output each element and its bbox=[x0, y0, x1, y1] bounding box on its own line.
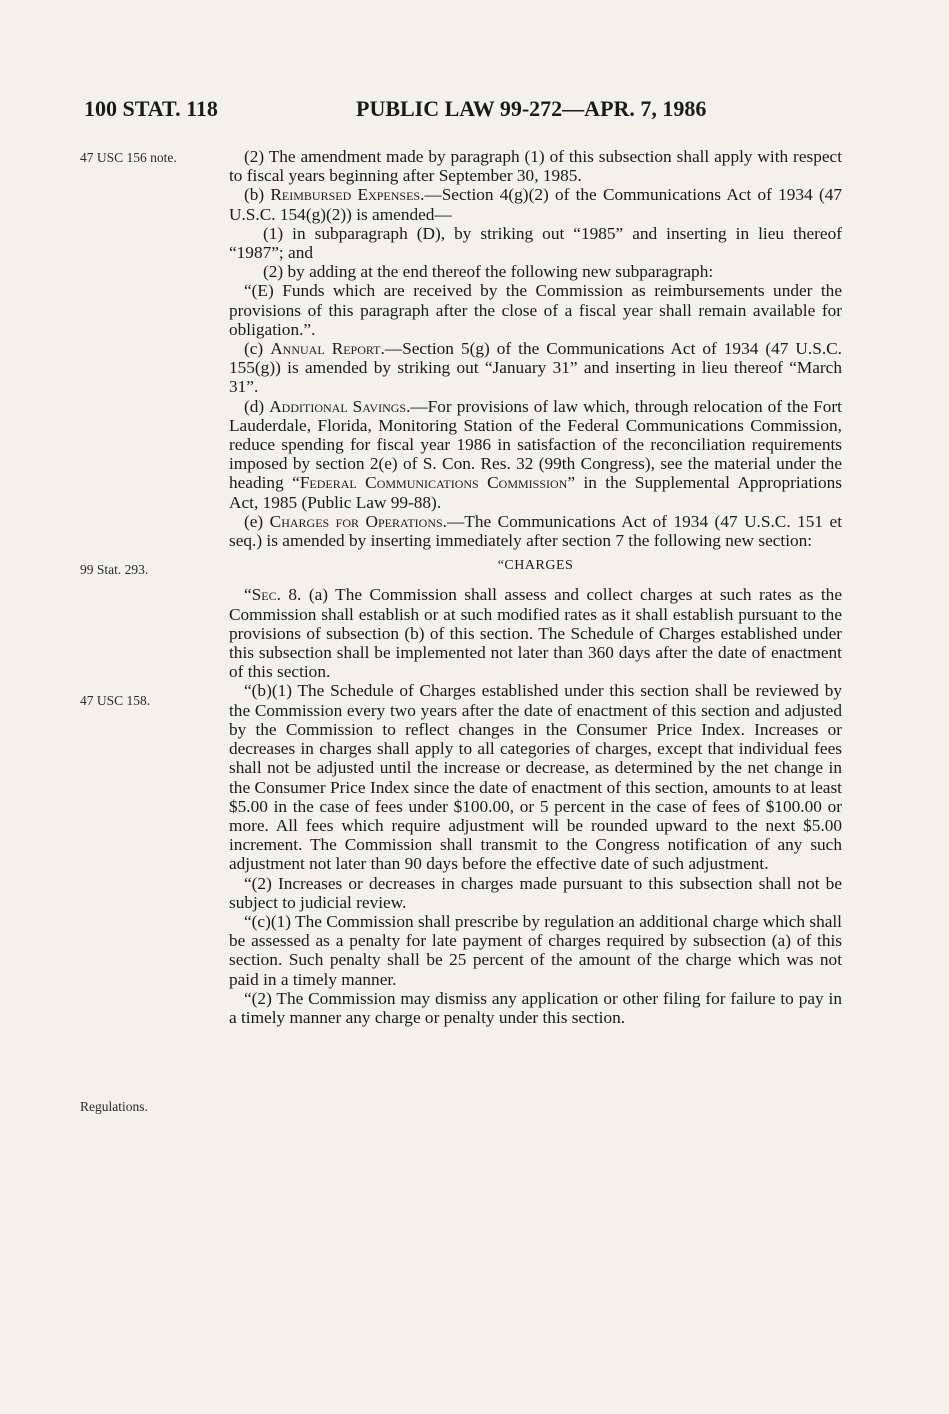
subsection-text: .—For provisions of law which, through relocation of the Fort Lauderdale, Florida, Monitoring Station of the Federal Communications Commission, reduce spending for fiscal year 1986 in satisfaction of the reconciliation requirements imposed by section 2(e) of S. Con. Res. 32 (99th Congress), see the material under the heading “ bbox=[229, 396, 842, 493]
section-text: . 8. (a) The Commission shall assess and collect charges at such rates as the Commission shall establish or at such modified rates as it shall establish pursuant to the provisions of subsection (b) of this section. The Schedule of Charges established under this subsection shall be implemented not later than 360 days after the date of enactment of this section. bbox=[229, 585, 842, 682]
statute-page-number: 100 STAT. 118 bbox=[84, 96, 218, 121]
paragraph-subparagraph-d: (1) in subparagraph (D), by striking out “1985” and inserting in lieu thereof “1987”; and bbox=[229, 223, 842, 263]
paragraph-section-8b2: “(2) Increases or decreases in charges made pursuant to this subsection shall not be subject to judicial review. bbox=[229, 873, 842, 912]
subsection-label: (c) bbox=[244, 339, 271, 359]
subsection-text: .—The Communications Act of 1934 (47 U.S.C. 151 et seq.) is amended by inserting immediately after section 7 the following new section: bbox=[229, 511, 842, 551]
paragraph-amendment-applicability: (2) The amendment made by paragraph (1) of this subsection shall apply with respect to fiscal years beginning after September 30, 1985. bbox=[229, 147, 842, 186]
subsection-text-end: ” in the Supplemental Appropriations Act, 1985 (Public Law 99-88). bbox=[229, 473, 842, 512]
section-label: Sec bbox=[251, 585, 277, 605]
paragraph-section-8b1: “(b)(1) The Schedule of Charges established under this section shall be reviewed by the Commission every two years after the date of enactment of this section and adjusted by the Commission to reflect changes in the Consumer Price Index. Increases or decreases in charges shall apply to all categories of charges, except that individual fees shall not be adjusted until the increase or decrease, as determined by the net change in the Consumer Price Index since the date of enactment of this section, amounts to at least $5.00 in the case of fees under $100.00, or 5 percent in the case of fees of $100.00 or more. All fees which require adjustment will be rounded upward to the next $5.00 increment. The Commission shall transmit to the Congress notification of any such adjustment not later than 90 days before the effective date of such adjustment. bbox=[229, 681, 842, 874]
subsection-label: (b) bbox=[244, 185, 271, 205]
paragraph-charges-for-operations bbox=[229, 512, 842, 550]
paragraph-section-8a bbox=[229, 585, 842, 681]
margin-note-usc-156: 47 USC 156 note. bbox=[80, 150, 177, 165]
subsection-heading: Additional Savings bbox=[269, 396, 407, 416]
section-heading-charges: “CHARGES bbox=[497, 558, 574, 574]
statute-body bbox=[229, 147, 842, 1027]
subsection-heading: Charges for Operations bbox=[269, 511, 443, 531]
paragraph-subparagraph-e: “(E) Funds which are received by the Commission as reimbursements under the provisions of this paragraph after the close of a fiscal year shall remain available for obligation.”. bbox=[229, 281, 842, 339]
subsection-label: (d) bbox=[244, 396, 270, 416]
page-header bbox=[84, 96, 844, 130]
subsection-heading: Reimbursed Expenses bbox=[270, 185, 421, 205]
paragraph-additional-savings bbox=[229, 397, 842, 512]
subsection-text: .—Section 5(g) of the Communications Act of 1934 (47 U.S.C. 155(g)) is amended by striking out “January 31” and inserting in lieu thereof “March 31”. bbox=[229, 339, 842, 397]
quote-mark: “ bbox=[244, 585, 252, 605]
paragraph-adding-subparagraph: (2) by adding at the end thereof the following new subparagraph: bbox=[263, 262, 714, 282]
subsection-heading: Annual Report bbox=[270, 339, 381, 359]
margin-note-stat-293: 99 Stat. 293. bbox=[80, 562, 149, 577]
law-title: PUBLIC LAW 99-272—APR. 7, 1986 bbox=[356, 96, 707, 121]
margin-note-usc-158: 47 USC 158. bbox=[80, 693, 151, 708]
margin-note-regulations: Regulations. bbox=[80, 1099, 148, 1114]
appropriations-heading: Federal Communications Commission bbox=[299, 473, 568, 493]
paragraph-section-8c1: “(c)(1) The Commission shall prescribe by regulation an additional charge which shall be assessed as a penalty for late payment of charges required by subsection (a) of this section. Such penalty shall be 25 percent of the amount of the charge which was not paid in a timely manner. bbox=[229, 911, 842, 989]
paragraph-reimbursed-expenses bbox=[229, 185, 842, 223]
paragraph-section-8c2: “(2) The Commission may dismiss any application or other filing for failure to pay in a timely manner any charge or penalty under this section. bbox=[229, 988, 842, 1027]
paragraph-annual-report bbox=[229, 339, 842, 397]
subsection-text: .—Section 4(g)(2) of the Communications Act of 1934 (47 U.S.C. 154(g)(2)) is amended— bbox=[229, 185, 842, 224]
subsection-label: (e) bbox=[244, 511, 270, 531]
